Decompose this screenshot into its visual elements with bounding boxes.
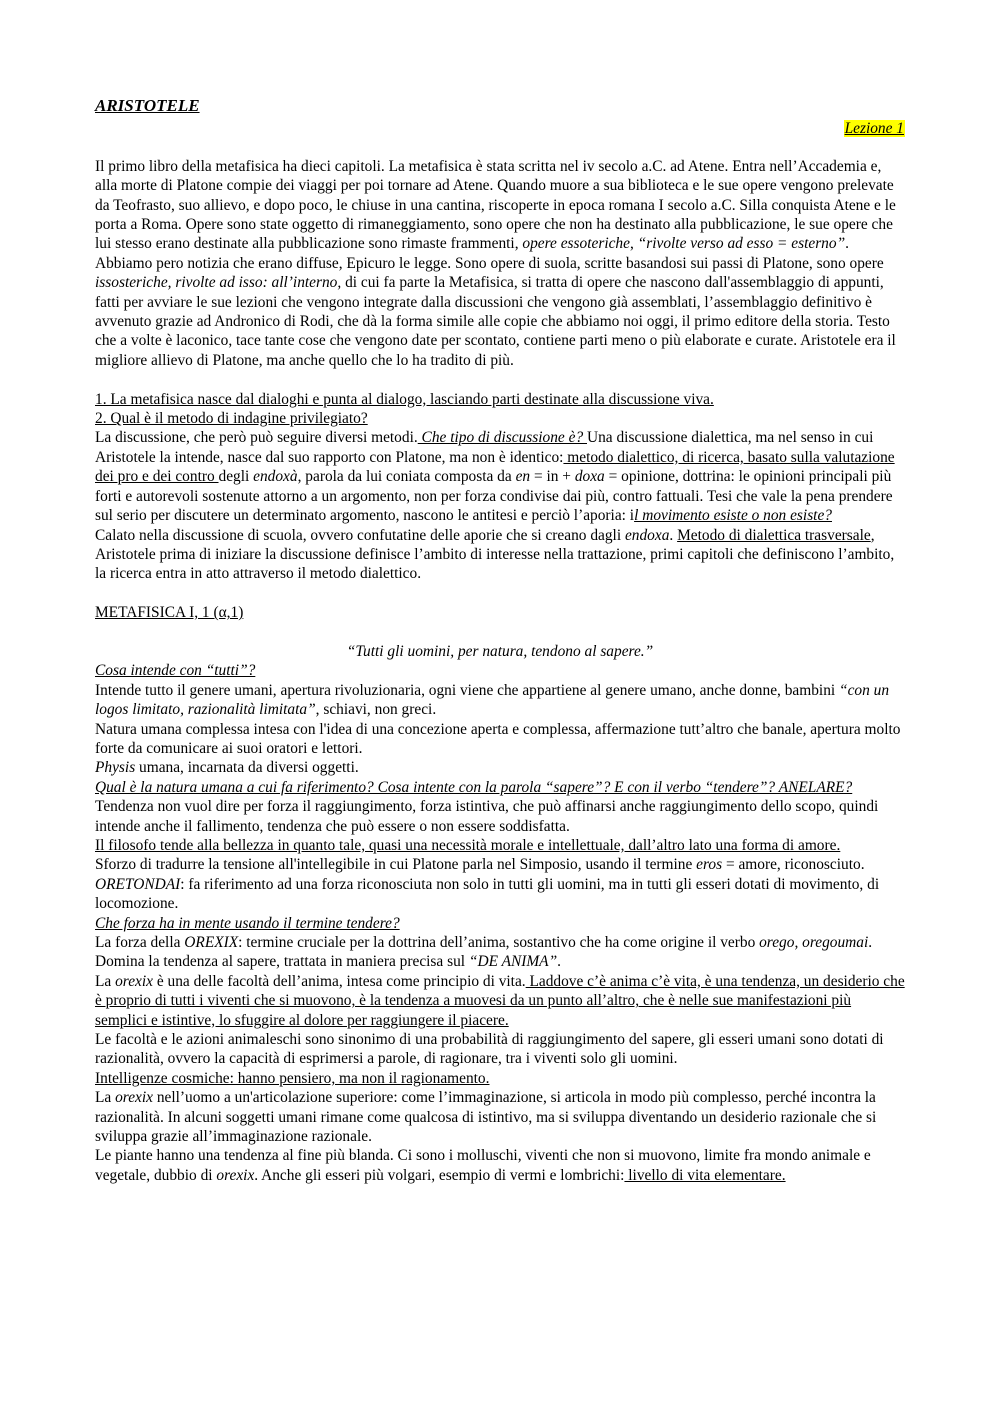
text-span: umana, incarnata da diversi oggetti. (135, 759, 359, 777)
spacer (95, 370, 905, 389)
intelligenze-paragraph: Intelligenze cosmiche: hanno pensiero, ma non il ragionamento. (95, 1069, 490, 1087)
italic-term: opere essoteriche (522, 235, 630, 253)
italic-term: “rivolte verso ad esso = esterno” (637, 235, 846, 253)
text-span: , Aristotele prima di iniziare la discussione definisce l’ambito di interesse nella trattazione, primi capitoli che definiscono l’ambito, la ricerca entra in atto attraverso il metodo dialettico. (95, 526, 895, 583)
question-natura (95, 778, 905, 797)
tutti-paragraph (95, 681, 905, 720)
quote-text: “Tutti gli uomini, per natura, tendono al sapere.” (346, 642, 654, 660)
italic-term: en (515, 468, 531, 486)
italic-term: “con un logos limitato, razionalità limitata” (95, 681, 890, 719)
underlined-question: Qual è la natura umana a cui fa riferimento? Cosa intente con la parola “sapere”? E con il verbo “tendere”? ANELARE? (95, 778, 853, 796)
school-paragraph (95, 526, 905, 584)
underlined-question: Che tipo di discussione è? (417, 429, 587, 447)
spacer (95, 623, 905, 642)
question-forza (95, 914, 905, 933)
text-span: . Abbiamo pero notizia che erano diffuse, Epicuro le legge. Sono opere di suola, scritte basandosi sui passi di Platone, sono opere (95, 235, 884, 272)
text-span: = in + (530, 468, 575, 486)
piante-paragraph (95, 1146, 905, 1185)
text-span: La forza della (95, 934, 185, 952)
text-span: Una discussione dialettica, ma nel senso in cui Aristotele la intende, nasce dal suo rapporto con Platone, ma non è identico: (95, 429, 874, 466)
underlined-question: Che forza ha in mente usando il termine tendere? (95, 914, 400, 932)
quote (95, 642, 905, 661)
text-span: , (629, 235, 638, 253)
italic-term: doxa (574, 468, 605, 486)
text-span: = amore, riconosciuto. (722, 856, 865, 874)
intro-paragraph (95, 157, 905, 370)
text-span: , schiavi, non greci. (315, 701, 437, 719)
text-span: , parola da lui coniata composta da (297, 468, 516, 486)
facolta-paragraph (95, 972, 905, 1030)
italic-term: ORETONDAI (95, 875, 181, 893)
text-span: = opinione, dottrina: le opinioni principali più forti e autorevoli sostenute attorno a un argomento, non per forza condivise dai più, contro fattuali. Tesi che vale la pena prendere sul serio per discutere un determinato argomento, nascono le antitesi e perciò l’aporia: i (95, 468, 893, 525)
document-title: ARISTOTELE (95, 96, 200, 115)
italic-term: Physis (95, 759, 136, 777)
spacer (95, 584, 905, 603)
underlined-text: metodo dialettico, di ricerca, basato sulla valutazione dei pro e dei contro (95, 448, 895, 486)
underlined-text: Metodo di dialettica trasversale (677, 526, 871, 544)
discussion-paragraph (95, 428, 905, 525)
lesson-label-row (95, 119, 905, 138)
italic-term: orexix (115, 972, 153, 990)
text-span: . (669, 526, 678, 544)
text-span: Calato nella discussione di scuola, ovvero confutatine delle aporie che si creano dagli (95, 526, 625, 544)
italic-term: “DE ANIMA” (468, 953, 558, 971)
underlined-text: Laddove c’è anima c’è vita, è una tendenza, un desiderio che è proprio di tutti i viventi che si muovono, è la tendenza a muovesi da un punto all’altro, che è nelle sue manifestazioni più semplici e istintive, lo sfuggire al dolore per raggiungere il piacere. (95, 972, 905, 1029)
text-span: : fa riferimento ad una forza riconosciuta non solo in tutti gli uomini, ma in tutti gli esseri dotati di movimento, di locomozione. (95, 875, 880, 913)
uomo-paragraph (95, 1088, 905, 1146)
document-body (95, 96, 905, 1185)
oretondai-paragraph (95, 875, 905, 914)
italic-term: orexix (216, 1166, 255, 1184)
orexix-paragraph (95, 933, 905, 972)
sforzo-paragraph (95, 855, 905, 874)
filosofo-paragraph: Il filosofo tende alla bellezza in quanto tale, quasi una necessità morale e intellettuale, dall’altro lato una forma di amore. (95, 836, 841, 854)
azioni-paragraph: Le facoltà e le azioni animaleschi sono sinonimo di una probabilità di raggiungimento del sapere, gli esseri umani sono dotati di razionalità, ovvero la capacità di esprimersi a parole, di ragionare, tra i viventi solo gli uomini. (95, 1031, 884, 1068)
text-span: . Anche gli esseri più volgari, esempio di vermi e lombrichi: (254, 1166, 625, 1184)
text-span: La discussione, che però può seguire diversi metodi. (95, 429, 418, 447)
text-span: nell’uomo a un'articolazione superiore: come l’immaginazione, si articola in modo più complesso, perché incontra la razionalità. In alcuni soggetti umani rimane come qualcosa di istintivo, ma si sviluppa diventando un desiderio razionale che si sviluppa grazie all’immaginazione razionale. (95, 1089, 877, 1146)
text-span: è una delle facoltà dell’anima, intesa come principio di vita. (152, 972, 526, 990)
section-heading: METAFISICA I, 1 (α,1) (95, 604, 244, 622)
text-span: degli (218, 468, 254, 486)
italic-term: orexix (115, 1089, 153, 1107)
text-span: La (95, 1089, 116, 1107)
tendenza-paragraph: Tendenza non vuol dire per forza il raggiungimento, forza istintiva, che può affinarsi anche raggiungimento dello scopo, quindi intende anche il fallimento, tendenza che può essere o non essere soddisfatta. (95, 798, 879, 835)
underlined-question: Cosa intende con “tutti”? (95, 662, 256, 680)
text-span: . Domina la tendenza al sapere, trattata in maniera precisa sul (95, 934, 873, 971)
text-span: Le piante hanno una tendenza al fine più blanda. Ci sono i molluschi, viventi che non si muovono, limite fra mondo animale e vegetale, dubbio di (95, 1147, 871, 1184)
text-span: Il primo libro della metafisica ha dieci capitoli. La metafisica è stata scritta nel iv secolo a.C. ad Atene. Entra nell’Accademia e, alla morte di Platone compie dei viaggi per poi tornare ad Atene. Quando muore a sua biblioteca e le sue opere vengono prelevate da Teofrasto, suo allievo, e dopo poco, le chiuse in una cantina, riscoperte in epoca romana I secolo a.C. Silla conquista Atene e le porta a Roma. Opere sono state oggetto di rimaneggiamento, sono opere che non ha destinato alla pubblicazione, le sue opere che lui stesso erano destinate alla pubblicazione sono rimaste frammenti, (95, 157, 896, 253)
natura-paragraph: Natura umana complessa intesa con l'idea di una concezione aperta e complessa, affermazione tutt’altro che banale, apertura molto forte da comunicare ai suoi oratori e lettori. (95, 720, 901, 757)
underlined-text: livello di vita elementare. (624, 1166, 786, 1184)
italic-term: endoxà (253, 468, 298, 486)
point-1: 1. La metafisica nasce dal dialoghi e punta al dialogo, lasciando parti destinate alla discussione viva. (95, 390, 714, 408)
point-2: 2. Qual è il metodo di indagine privilegiato? (95, 410, 368, 428)
text-span: di cui fa parte la Metafisica, si tratta di opere che nascono dall'assemblaggio di appunti, fatti per avviare le sue lezioni che vengono integrate dalla discussioni che vengono già assemblati, l’assemblaggio definitivo è avvenuto grazie ad Andronico di Rodi, che dà la forma simile alle copie che abbiamo noi oggi, il primo editore della storia. Testo che a volte è laconico, tace tante cose che vengono date per scontato, contiene parti meno o più elaborate e curate. Aristotele era il migliore allievo di Platone, ma anche quello che lo ha tradito di più. (95, 274, 896, 369)
italic-term: orego, oregoumai (759, 934, 869, 952)
text-span: . (557, 953, 561, 971)
italic-term: OREXIX (184, 934, 239, 952)
text-span: La (95, 972, 116, 990)
italic-term: issosteriche, rivolte ad isso: all’interno, (95, 274, 342, 292)
text-span: : termine cruciale per la dottrina dell’anima, sostantivo che ha come origine il verbo (238, 934, 760, 952)
underlined-question: l movimento esiste o non esiste? (634, 507, 832, 525)
italic-term: endoxa (624, 526, 670, 544)
question-tutti (95, 661, 905, 680)
lesson-label: Lezione 1 (844, 120, 904, 138)
physis-paragraph (95, 758, 905, 777)
italic-term: eros (696, 856, 723, 874)
text-span: Sforzo di tradurre la tensione all'intellegibile in cui Platone parla nel Simposio, usando il termine (95, 856, 697, 874)
text-span: Intende tutto il genere umani, apertura rivoluzionaria, ogni viene che appartiene al genere umano, anche donne, bambini (95, 681, 840, 699)
